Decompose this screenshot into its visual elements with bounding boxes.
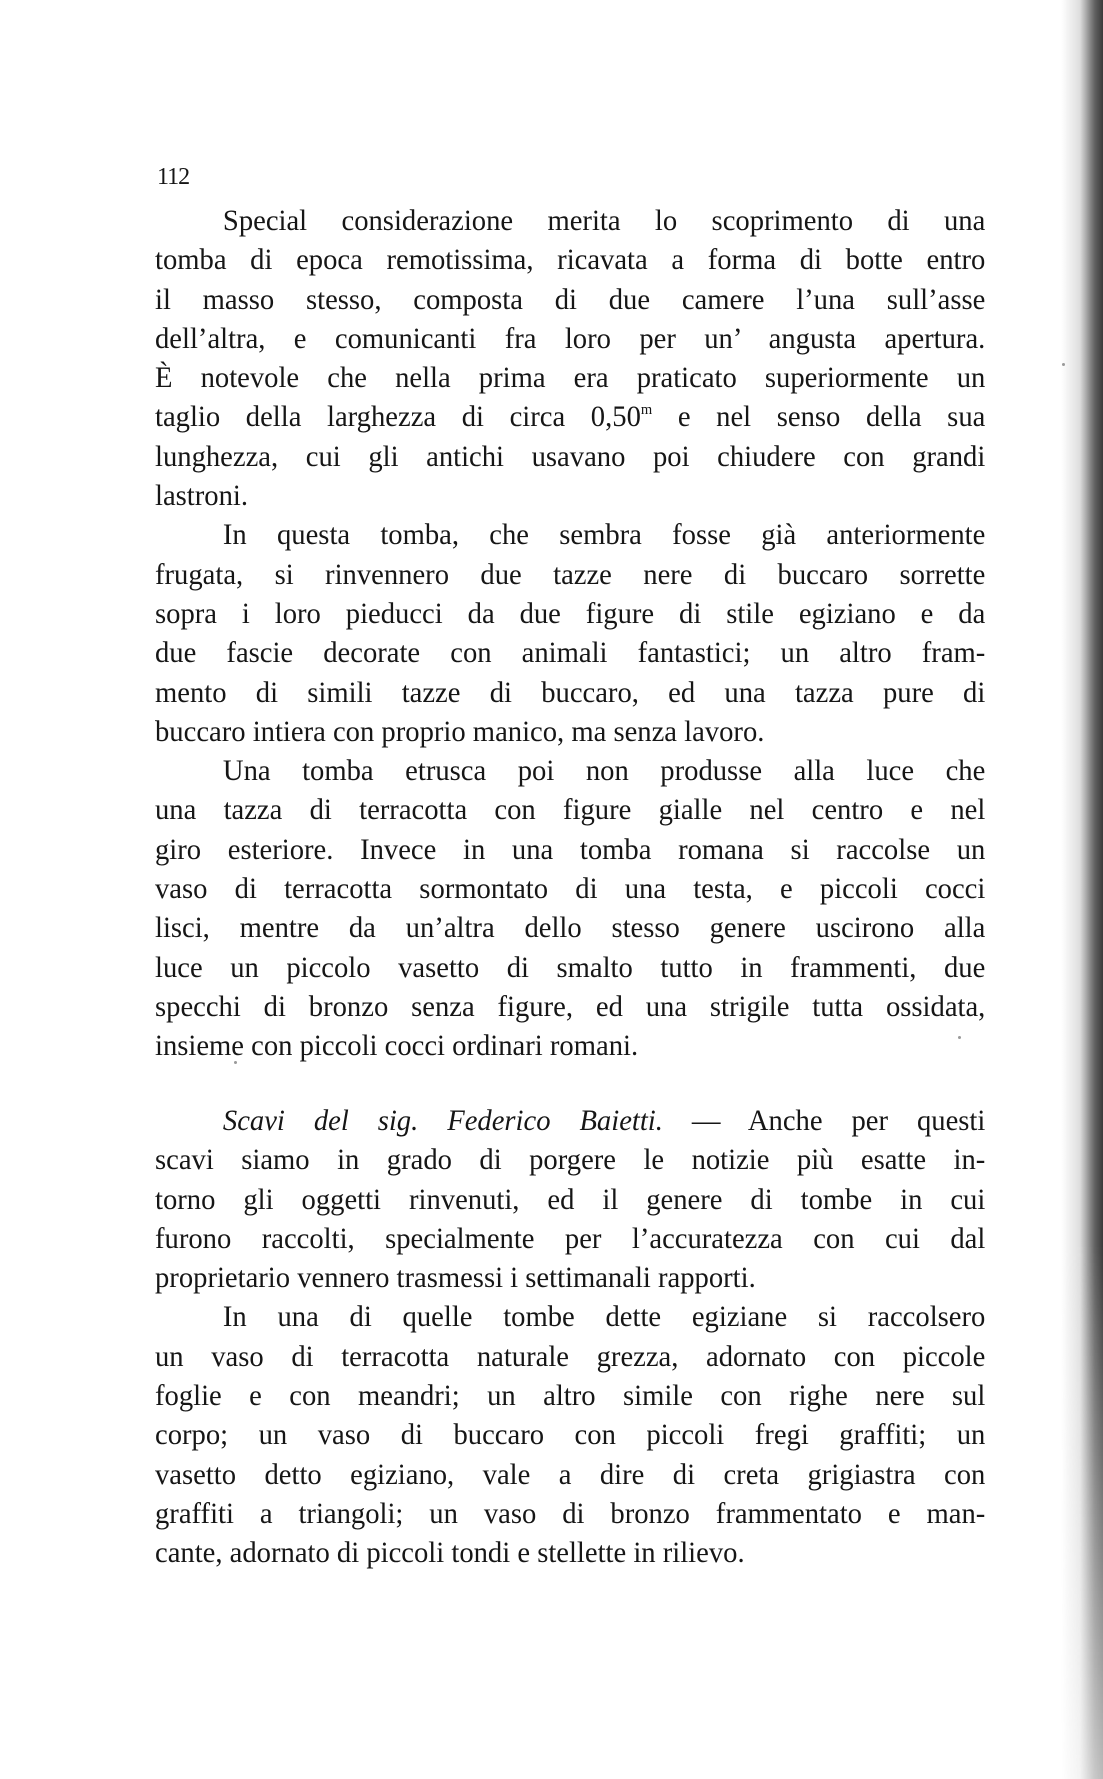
text-line: torno gli oggetti rinvenuti, ed il genere di tombe in cui	[155, 1183, 986, 1216]
text-span: — Anche per questi	[691, 1105, 986, 1137]
text-line: furono raccolti, specialmente per l’accuratezza con cui dal	[155, 1222, 986, 1255]
unit-superscript: m	[640, 402, 653, 419]
text-line: insieme con piccoli cocci ordinari romani.	[155, 1030, 639, 1063]
text-line: foglie e con meandri; un altro simile con righe nere sul	[155, 1380, 986, 1413]
page-binding-shadow	[1061, 0, 1103, 1779]
text-line: luce un piccolo vasetto di smalto tutto in frammenti, due	[155, 951, 986, 984]
section-heading: Scavi del sig. Federico Baietti.	[222, 1105, 663, 1137]
body-text-block-1	[155, 202, 985, 1067]
text-line: specchi di bronzo senza figure, ed una strigile tutta ossidata,	[155, 990, 986, 1023]
body-text-block-2	[155, 1102, 985, 1574]
text-line: lunghezza, cui gli antichi usavano poi chiudere con grandi	[155, 440, 986, 473]
text-line: vasetto detto egiziano, vale a dire di creta grigiastra con	[155, 1458, 986, 1491]
text-line: È notevole che nella prima era praticato superiormente un	[155, 362, 986, 395]
text-line: corpo; un vaso di buccaro con piccoli fregi graffiti; un	[155, 1419, 986, 1452]
text-span: e nel senso della sua	[677, 401, 986, 434]
text-line: tomba di epoca remotissima, ricavata a forma di botte entro	[155, 244, 986, 277]
text-span: taglio della larghezza di circa 0,50	[155, 401, 641, 434]
text-line: proprietario vennero trasmessi i settimanali rapporti.	[155, 1262, 756, 1295]
paragraph-5	[155, 1298, 985, 1573]
page-number: 112	[157, 164, 190, 190]
text-line: il masso stesso, composta di due camere l’una sull’asse	[155, 283, 986, 316]
text-line: lastroni.	[155, 480, 248, 513]
text-line: frugata, si rinvennero due tazze nere di buccaro sorrette	[155, 558, 986, 591]
paragraph-3	[155, 752, 985, 1066]
text-line: un vaso di terracotta naturale grezza, adornato con piccole	[155, 1340, 986, 1373]
section-heading-line	[155, 1102, 985, 1141]
text-line: mento di simili tazze di buccaro, ed una tazza pure di	[155, 676, 986, 709]
text-line: scavi siamo in grado di porgere le notizie più esatte in-	[155, 1144, 986, 1177]
text-line: In una di quelle tombe dette egiziane si raccolsero	[222, 1301, 986, 1334]
text-line: graffiti a triangoli; un vaso di bronzo frammentato e man-	[155, 1497, 986, 1530]
text-line: giro esteriore. Invece in una tomba romana si raccolse un	[155, 833, 986, 866]
paragraph-2	[155, 516, 985, 752]
text-line: lisci, mentre da un’altra dello stesso genere uscirono alla	[155, 912, 986, 945]
text-line: dell’altra, e comunicanti fra loro per un’ angusta apertura.	[155, 322, 986, 355]
paragraph-1	[155, 202, 985, 516]
text-line: sopra i loro pieducci da due figure di stile egiziano e da	[155, 597, 986, 630]
print-speck	[1062, 363, 1065, 366]
text-line: In questa tomba, che sembra fosse già anteriormente	[222, 519, 986, 552]
text-line: Una tomba etrusca poi non produsse alla luce che	[222, 755, 986, 788]
text-line: cante, adornato di piccoli tondi e stellette in rilievo.	[155, 1537, 745, 1570]
text-line-with-measure	[155, 398, 985, 437]
text-line: buccaro intiera con proprio manico, ma senza lavoro.	[155, 715, 765, 748]
paragraph-4	[155, 1102, 985, 1298]
text-line: vaso di terracotta sormontato di una testa, e piccoli cocci	[155, 873, 986, 906]
text-line: Special considerazione merita lo scoprimento di una	[222, 205, 986, 237]
text-line: due fascie decorate con animali fantastici; un altro fram-	[155, 637, 986, 670]
text-line: una tazza di terracotta con figure gialle nel centro e nel	[155, 794, 986, 827]
